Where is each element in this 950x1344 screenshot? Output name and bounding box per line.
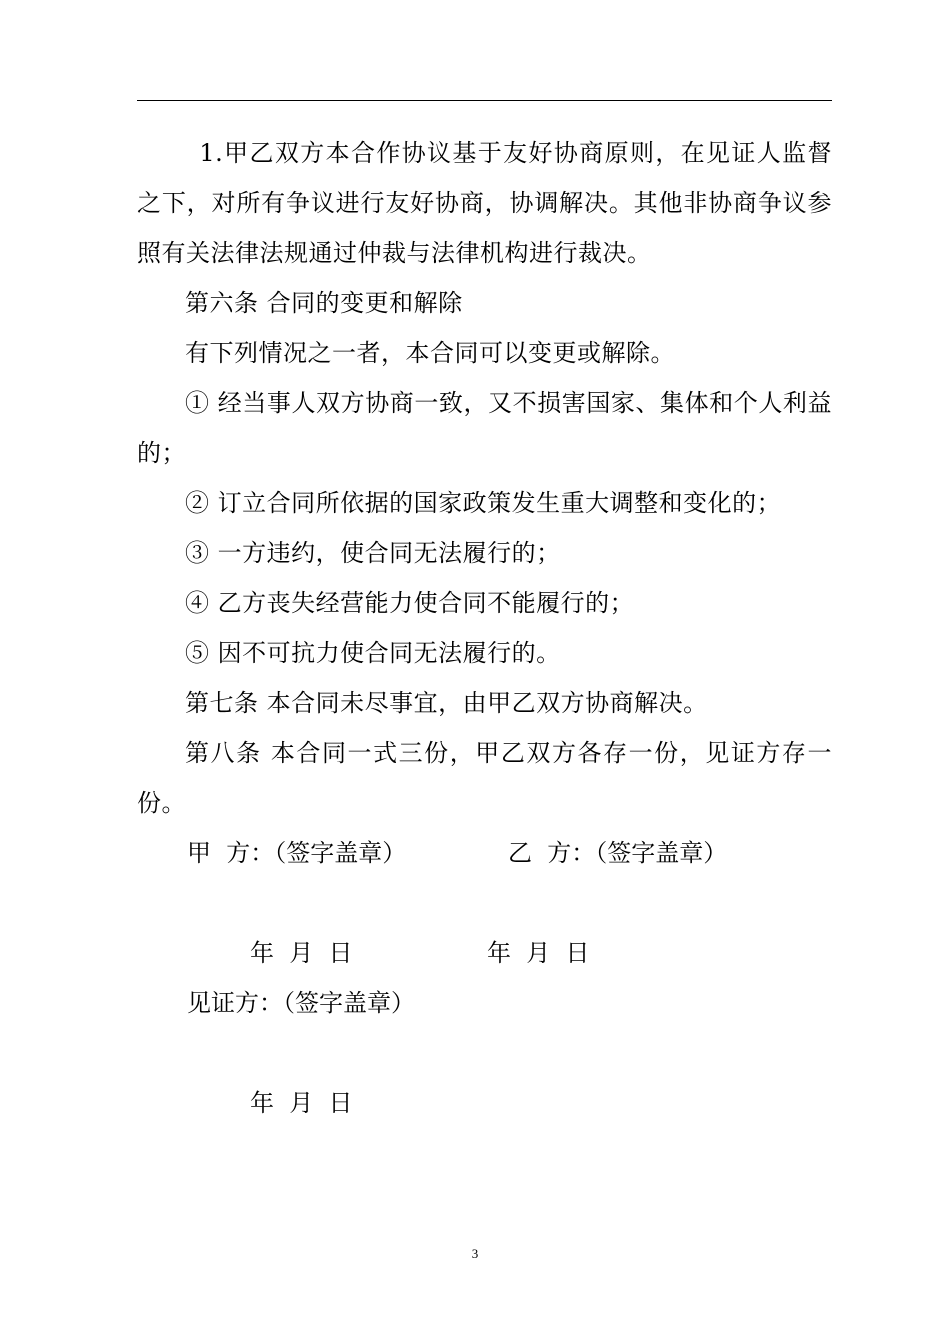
party-date-row (137, 928, 832, 978)
witness-date-row (137, 1078, 832, 1128)
witness-date: 年 月 日 (250, 1089, 353, 1117)
condition-item-2: ② 订立合同所依据的国家政策发生重大调整和变化的； (185, 489, 782, 517)
condition-item-5: ⑤ 因不可抗力使合同无法履行的。 (185, 639, 561, 667)
condition-item-3: ③ 一方违约，使合同无法履行的； (185, 539, 561, 567)
party-a-date: 年 月 日 (250, 939, 353, 967)
article-six-title: 第六条 合同的变更和解除 (185, 289, 463, 317)
document-body (137, 128, 832, 1128)
party-a-signature-label: 甲 方：（签字盖章） (187, 839, 407, 867)
condition-item-1: ① 经当事人双方协商一致，又不损害国家、集体和个人利益的； (137, 389, 832, 467)
article-seven: 第七条 本合同未尽事宜，由甲乙双方协商解决。 (185, 689, 708, 717)
party-b-date: 年 月 日 (487, 939, 590, 967)
clause-dispute-resolution: 1.甲乙双方本合作协议基于友好协商原则，在见证人监督之下，对所有争议进行友好协商，协调解决。其他非协商争议参照有关法律法规通过仲裁与法律机构进行裁决。 (137, 139, 832, 267)
page-number: 3 (471, 1246, 479, 1261)
witness-signature-label: 见证方：（签字盖章） (187, 989, 415, 1017)
article-six-intro: 有下列情况之一者，本合同可以变更或解除。 (185, 339, 675, 367)
header-rule (137, 100, 832, 101)
witness-signature-row (137, 978, 832, 1028)
party-b-signature-label: 乙 方：（签字盖章） (508, 839, 728, 867)
article-eight: 第八条 本合同一式三份，甲乙双方各存一份，见证方存一份。 (137, 739, 832, 817)
party-signature-row (137, 828, 832, 878)
condition-item-4: ④ 乙方丧失经营能力使合同不能履行的； (185, 589, 635, 617)
